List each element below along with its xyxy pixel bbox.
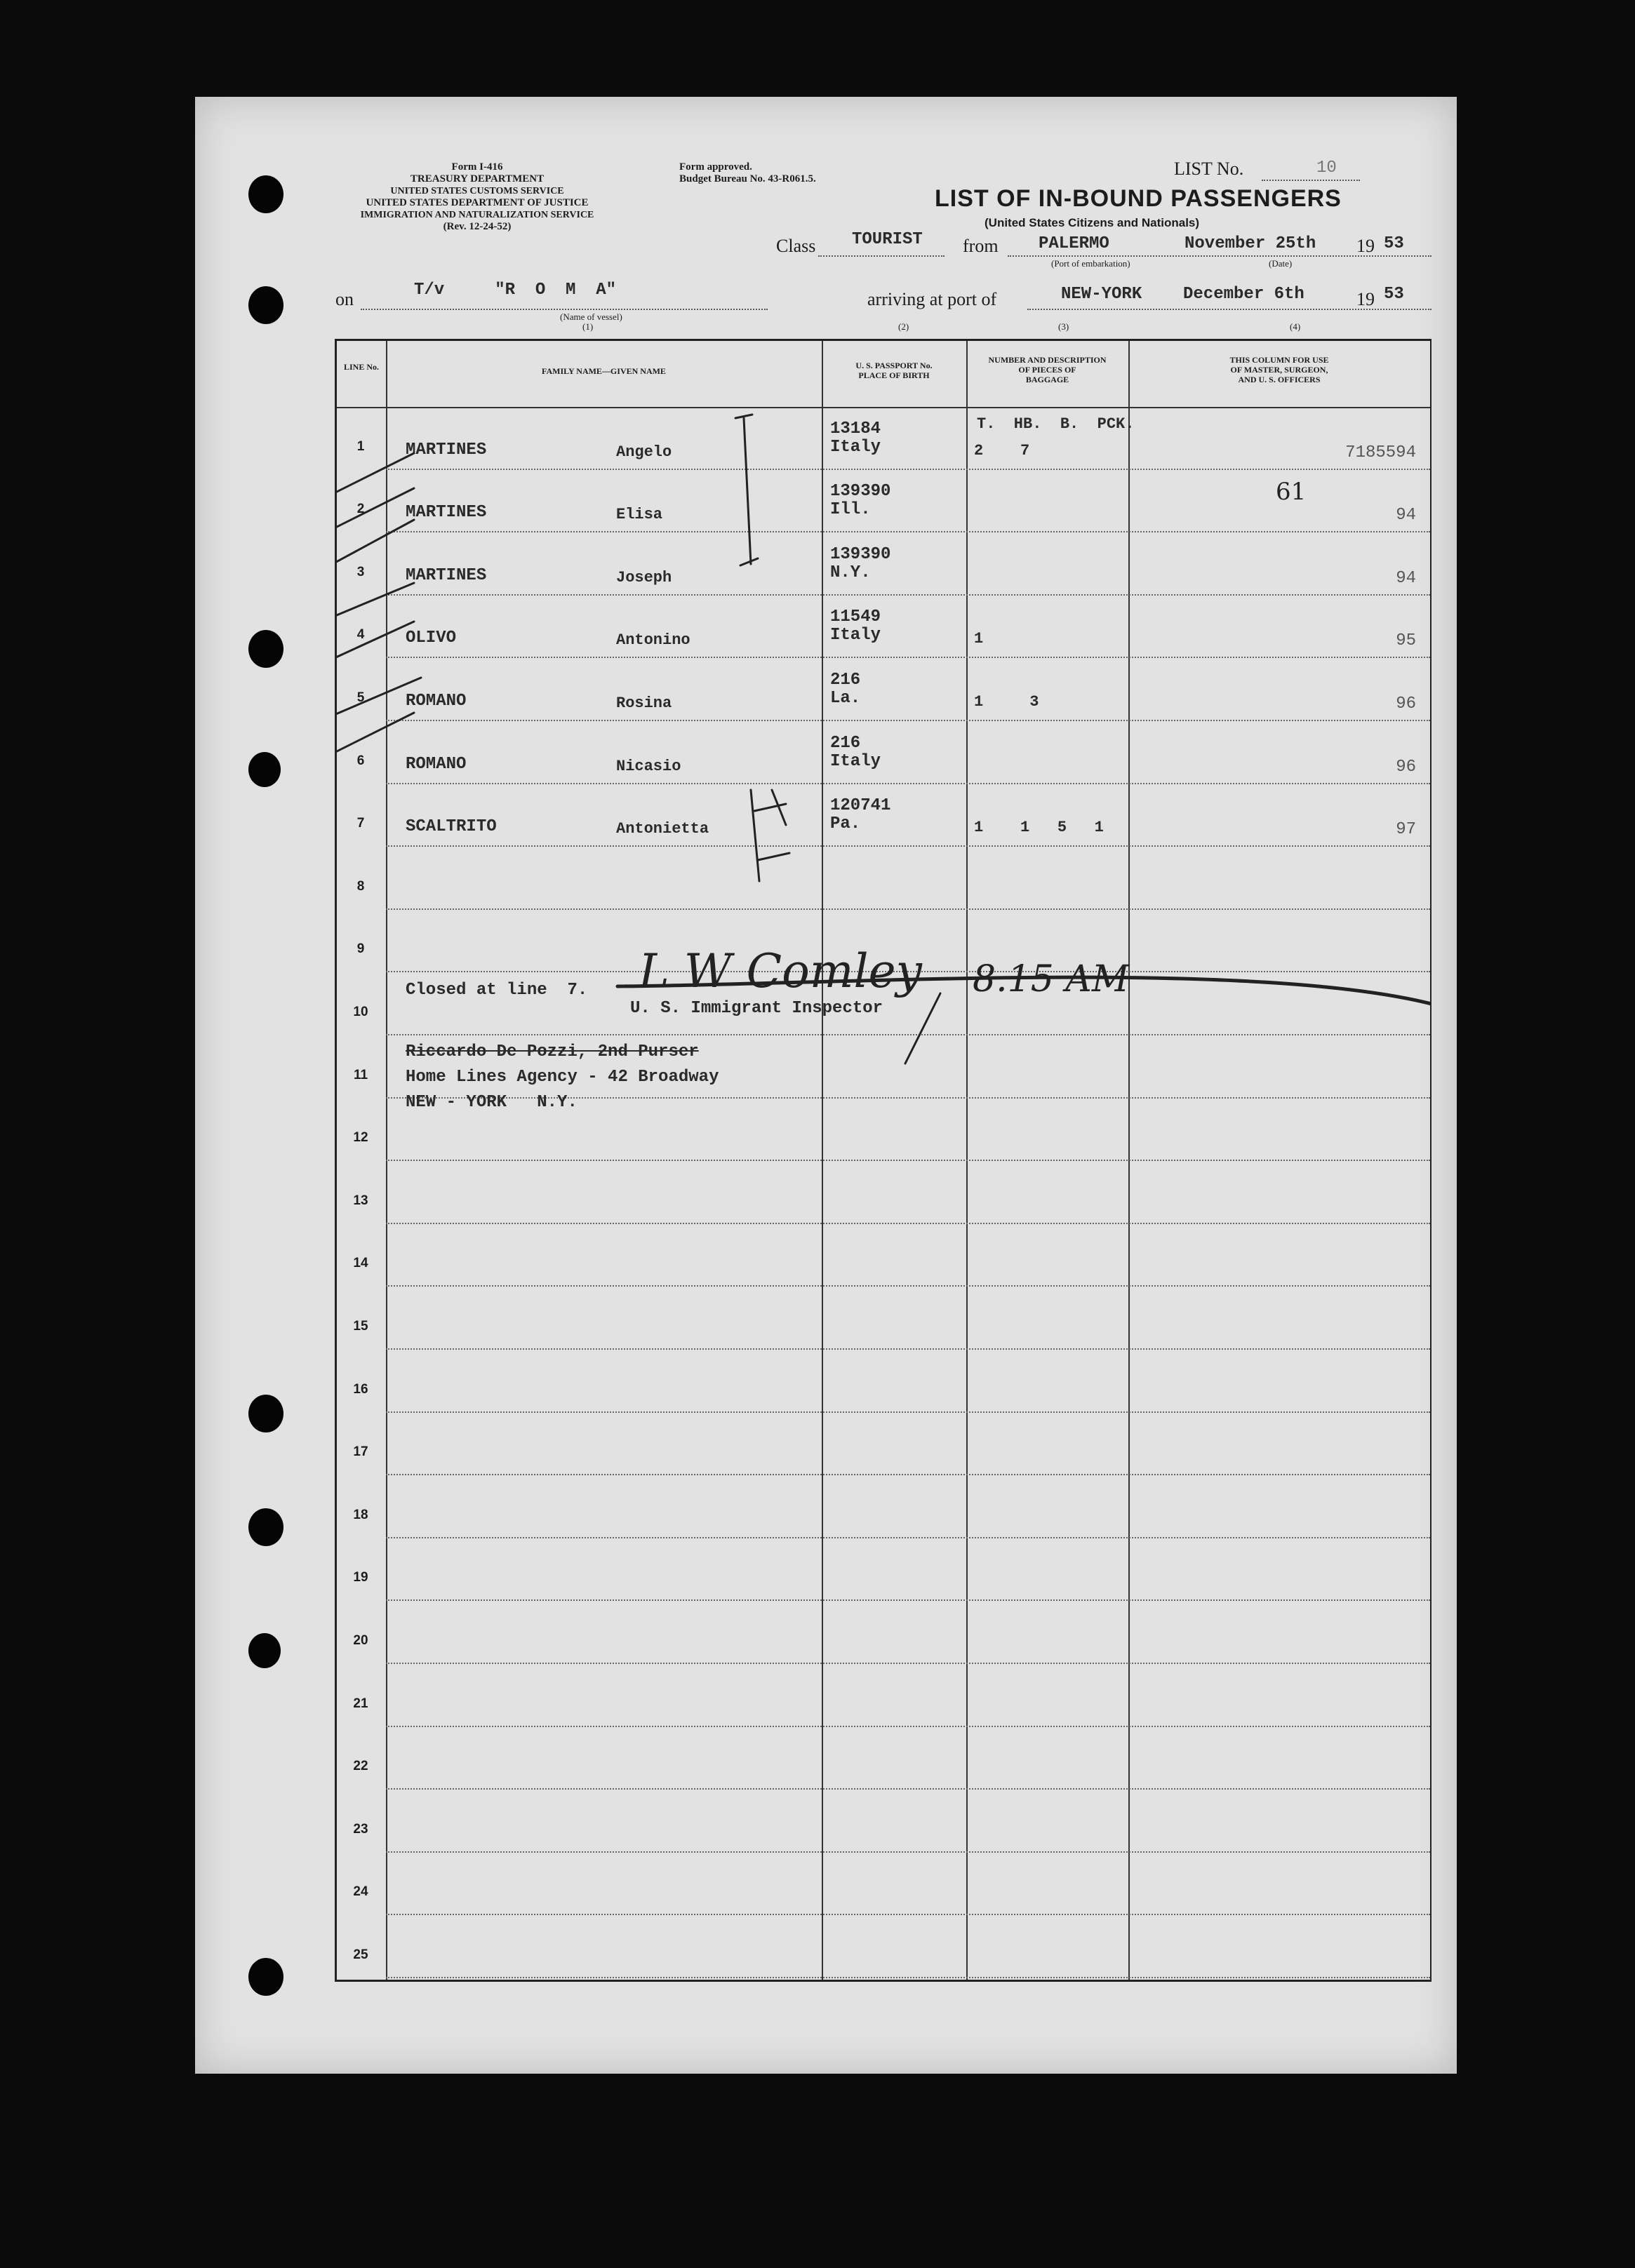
- passenger-given-name: Joseph: [616, 568, 672, 586]
- line-number: 13: [353, 1193, 368, 1208]
- passport-number: 11549: [830, 608, 881, 627]
- col-officers-line3: AND U. S. OFFICERS: [1238, 375, 1321, 384]
- col1-caption: (1): [582, 321, 594, 332]
- dept-customs: UNITED STATES CUSTOMS SERVICE: [390, 186, 564, 196]
- date-caption: (Date): [1269, 258, 1293, 269]
- line-number: 4: [356, 627, 365, 643]
- line-number: 12: [353, 1130, 368, 1146]
- class-line: [818, 255, 945, 257]
- closed-at-line: Closed at line 7.: [406, 981, 588, 1000]
- col-baggage-line2: OF PIECES OF: [1018, 365, 1076, 375]
- city-line: NEW - YORK N.Y.: [406, 1093, 578, 1112]
- port-of-arrival: NEW-YORK: [1061, 285, 1142, 304]
- punch-hole: [248, 286, 283, 324]
- passport-number: 13184: [830, 419, 881, 438]
- punch-hole: [248, 630, 283, 668]
- line-number: 6: [356, 753, 365, 768]
- signature-tail: [905, 993, 940, 1063]
- vessel-line: [361, 309, 768, 310]
- baggage-count: 2 7: [974, 441, 1030, 459]
- passenger-given-name: Elisa: [616, 506, 663, 524]
- year-prefix-1: 19: [1356, 236, 1375, 256]
- check-mark-7: [337, 713, 414, 755]
- baggage-count: 1: [974, 630, 984, 648]
- form-id: Form I-416: [451, 161, 503, 173]
- arriving-label: arriving at port of: [867, 289, 997, 309]
- handwriting-marks: [337, 341, 1430, 1980]
- line-number: 18: [353, 1507, 368, 1522]
- officer-note: 94: [1396, 506, 1416, 525]
- passenger-given-name: Antonino: [616, 631, 690, 650]
- document-title: LIST OF IN-BOUND PASSENGERS: [935, 185, 1342, 212]
- col-passport-line2: PLACE OF BIRTH: [858, 370, 930, 380]
- check-mark-6: [337, 678, 421, 720]
- check-mark-1: [337, 453, 414, 495]
- passport-number: 139390: [830, 482, 891, 502]
- arrival-date: December 6th: [1183, 285, 1304, 304]
- punch-hole: [248, 1508, 283, 1546]
- check-mark-2: [337, 488, 414, 530]
- agency-line: Home Lines Agency - 42 Broadway: [406, 1068, 719, 1087]
- line-number: 7: [356, 816, 365, 831]
- line-number: 15: [353, 1319, 368, 1334]
- line-number: 10: [353, 1005, 368, 1019]
- line-number: 14: [353, 1256, 368, 1271]
- from-label: from: [963, 236, 999, 256]
- punch-hole: [248, 752, 281, 787]
- closing-stroke: [618, 977, 1430, 1004]
- line-number: 21: [353, 1696, 368, 1711]
- passenger-family-name: MARTINES: [406, 440, 487, 459]
- line-number: 8: [356, 878, 365, 894]
- punch-hole: [248, 1395, 283, 1432]
- line-number: 3: [356, 564, 365, 579]
- passenger-family-name: ROMANO: [406, 692, 467, 711]
- place-of-birth: N.Y.: [830, 563, 871, 582]
- punch-hole: [248, 1633, 281, 1668]
- list-no-label: LIST No.: [1174, 159, 1244, 179]
- passenger-given-name: Nicasio: [616, 757, 681, 775]
- on-label: on: [335, 289, 354, 309]
- manifest-page: [195, 97, 1457, 2074]
- inspector-signature: L W Comley: [639, 944, 922, 998]
- line-number: 16: [353, 1381, 368, 1397]
- dept-treasury: TREASURY DEPARTMENT: [410, 173, 545, 184]
- list-no-value: 10: [1316, 159, 1337, 177]
- col-officers-line2: OF MASTER, SURGEON,: [1230, 365, 1328, 375]
- place-of-birth: Italy: [830, 437, 881, 457]
- col-line-header: LINE No.: [343, 362, 379, 372]
- line-number: 23: [353, 1821, 368, 1837]
- vessel-name: T/v "R O M A": [414, 281, 617, 300]
- passport-number: 139390: [830, 544, 891, 564]
- col3-caption: (3): [1058, 321, 1069, 332]
- place-of-birth: Italy: [830, 751, 881, 771]
- list-no-line: [1262, 180, 1360, 181]
- budget-bureau: Budget Bureau No. 43-R061.5.: [679, 173, 816, 184]
- officer-note: 95: [1396, 631, 1416, 651]
- line-number: 5: [356, 690, 365, 705]
- year-prefix-2: 19: [1356, 289, 1375, 309]
- port-embark-caption: (Port of embarkation): [1051, 258, 1130, 269]
- approval-block: [679, 161, 816, 185]
- place-of-birth: La.: [830, 689, 861, 708]
- col-passport-line1: U. S. PASSPORT No.: [855, 361, 933, 370]
- passport-number: 120741: [830, 796, 891, 816]
- place-of-birth: Italy: [830, 626, 881, 645]
- class-value: TOURIST: [852, 230, 923, 249]
- col-officers-line1: THIS COLUMN FOR USE: [1229, 355, 1329, 365]
- dept-ins: IMMIGRATION AND NATURALIZATION SERVICE: [360, 210, 594, 220]
- passenger-given-name: Rosina: [616, 695, 672, 712]
- officer-note: 96: [1396, 757, 1416, 777]
- line-number: 24: [353, 1884, 368, 1900]
- line-number: 11: [353, 1067, 368, 1082]
- passenger-table: [335, 339, 1432, 1982]
- check-mark-5: [337, 622, 414, 660]
- form-rev: (Rev. 12-24-52): [443, 221, 512, 232]
- line-number: 19: [353, 1570, 368, 1585]
- port-of-embarkation: PALERMO: [1039, 234, 1109, 253]
- line-number: 17: [353, 1444, 368, 1460]
- passenger-given-name: Angelo: [616, 443, 672, 461]
- vessel-caption: (Name of vessel): [560, 311, 622, 322]
- line-number: 1: [356, 438, 365, 454]
- officer-note: 94: [1396, 568, 1416, 588]
- punch-hole: [248, 175, 283, 213]
- baggage-subheader: T. HB. B. PCK.: [977, 415, 1135, 433]
- passenger-family-name: OLIVO: [406, 629, 457, 648]
- purser-line: Riccardo De Pozzi, 2nd Purser: [406, 1042, 699, 1061]
- passport-number: 216: [830, 671, 861, 690]
- passenger-family-name: ROMANO: [406, 754, 467, 774]
- passenger-count: 61: [1276, 478, 1307, 506]
- document-subtitle: (United States Citizens and Nationals): [985, 216, 1200, 229]
- passenger-given-name: Antonietta: [616, 820, 709, 838]
- baggage-count: 1 1 5 1: [974, 819, 1104, 837]
- officer-note: 96: [1396, 695, 1416, 713]
- line-number: 22: [353, 1759, 368, 1774]
- form-approved: Form approved.: [679, 161, 752, 173]
- col-baggage-line3: BAGGAGE: [1025, 375, 1069, 384]
- year-2: 53: [1384, 285, 1404, 304]
- officer-note: 7185594: [1345, 443, 1416, 462]
- place-of-birth: Ill.: [830, 500, 871, 520]
- year-1: 53: [1384, 234, 1404, 253]
- check-mark-3: [337, 520, 414, 565]
- line-number: 20: [353, 1633, 368, 1648]
- form-id-block: [316, 161, 639, 233]
- line-number: 9: [356, 941, 365, 957]
- bracket-2: [751, 790, 759, 881]
- class-label: Class: [776, 236, 816, 256]
- line-number: 2: [356, 502, 365, 517]
- punch-hole: [248, 1958, 283, 1996]
- bracket-2-marks: [754, 790, 789, 860]
- col-name-header: FAMILY NAME—GIVEN NAME: [542, 366, 666, 376]
- passenger-family-name: MARTINES: [406, 503, 487, 523]
- col2-caption: (2): [898, 321, 909, 332]
- bracket-1: [744, 418, 751, 564]
- line-number: 25: [353, 1947, 368, 1962]
- passenger-family-name: MARTINES: [406, 565, 487, 585]
- passport-number: 216: [830, 733, 861, 753]
- check-mark-4: [337, 583, 414, 618]
- col4-caption: (4): [1290, 321, 1301, 332]
- officer-note: 97: [1396, 820, 1416, 840]
- signature-time: 8.15 AM: [973, 958, 1130, 1000]
- baggage-count: 1 3: [974, 693, 1039, 711]
- dept-justice: UNITED STATES DEPARTMENT OF JUSTICE: [366, 197, 589, 208]
- inspector-title: U. S. Immigrant Inspector: [630, 999, 883, 1018]
- passenger-family-name: SCALTRITO: [406, 817, 497, 837]
- place-of-birth: Pa.: [830, 814, 861, 834]
- col-baggage-line1: NUMBER AND DESCRIPTION: [988, 355, 1107, 365]
- embarkation-date: November 25th: [1184, 234, 1316, 253]
